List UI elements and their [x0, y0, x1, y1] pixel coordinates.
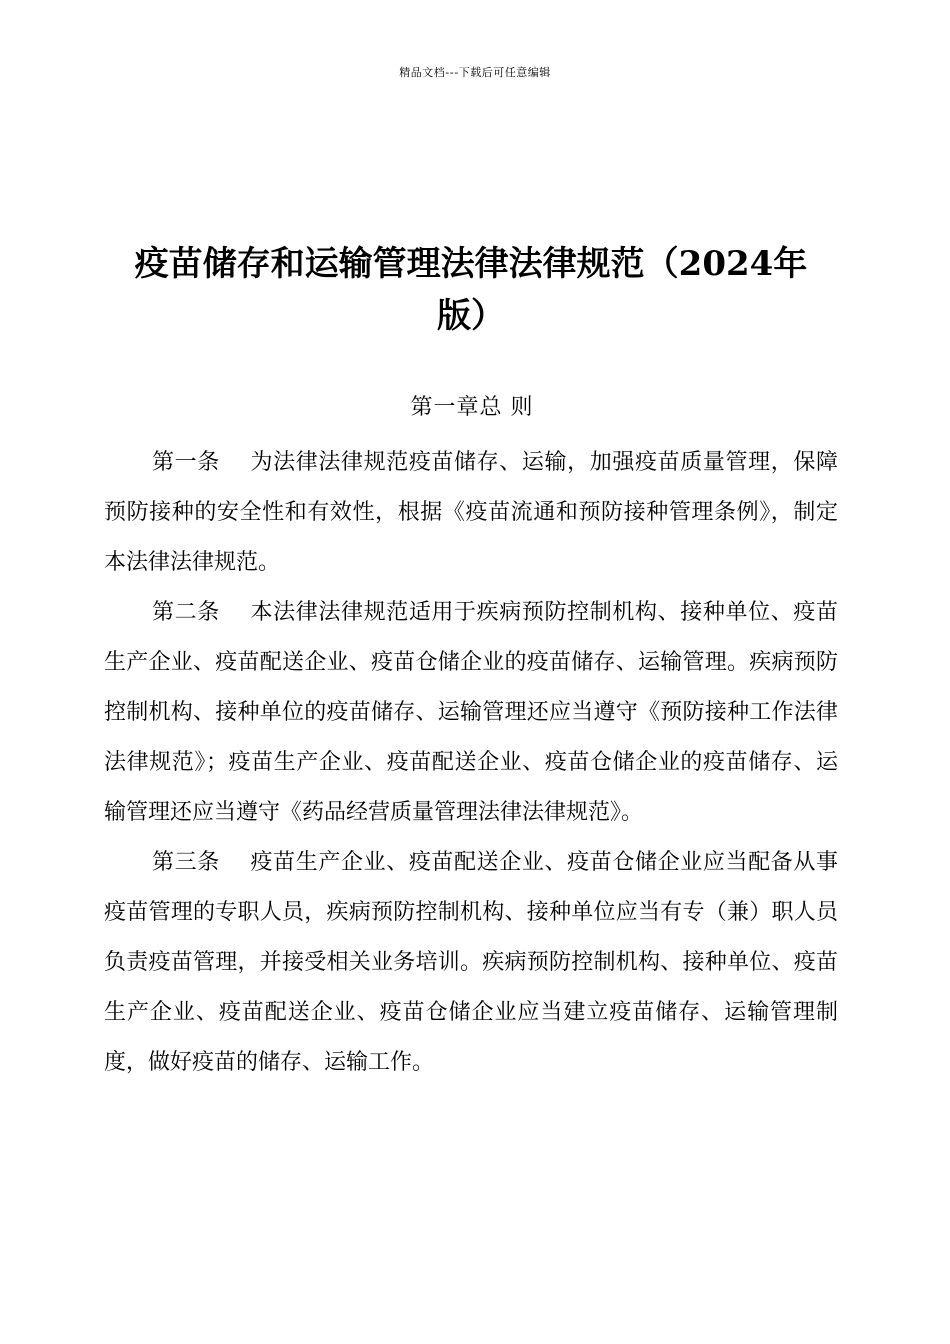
page-header-note: 精品文档---下载后可任意编辑 [399, 66, 551, 79]
article-2 [104, 588, 838, 838]
article-label: 第三条 [152, 850, 220, 875]
article-text: 疫苗生产企业、疫苗配送企业、疫苗仓储企业应当配备从事疫苗管理的专职人员，疾病预防控制机构、接种单位应当有专（兼）职人员负责疫苗管理，并接受相关业务培训。疾病预防控制机构、接种单位、疫苗生产企业、疫苗配送企业、疫苗仓储企业应当建立疫苗储存、运输管理制度，做好疫苗的储存、运输工作。 [104, 850, 838, 1075]
article-text: 本法律法律规范适用于疾病预防控制机构、接种单位、疫苗生产企业、疫苗配送企业、疫苗仓储企业的疫苗储存、运输管理。疾病预防控制机构、接种单位的疫苗储存、运输管理还应当遵守《预防接种工作法律法律规范》；疫苗生产企业、疫苗配送企业、疫苗仓储企业的疫苗储存、运输管理还应当遵守《药品经营质量管理法律法律规范》。 [104, 600, 838, 825]
chapter-heading: 第一章总 则 [410, 395, 534, 420]
article-label: 第一条 [152, 450, 220, 475]
article-1 [104, 438, 838, 588]
document-title [104, 238, 838, 342]
document-title-line1: 疫苗储存和运输管理法律法律规范（2024年 [134, 244, 808, 284]
document-body [104, 438, 838, 1088]
article-text: 为法律法律规范疫苗储存、运输，加强疫苗质量管理，保障预防接种的安全性和有效性，根据《疫苗流通和预防接种管理条例》，制定本法律法律规范。 [104, 450, 838, 575]
document-title-line2: 版） [437, 296, 505, 336]
article-label: 第二条 [152, 600, 220, 625]
article-3 [104, 838, 838, 1088]
